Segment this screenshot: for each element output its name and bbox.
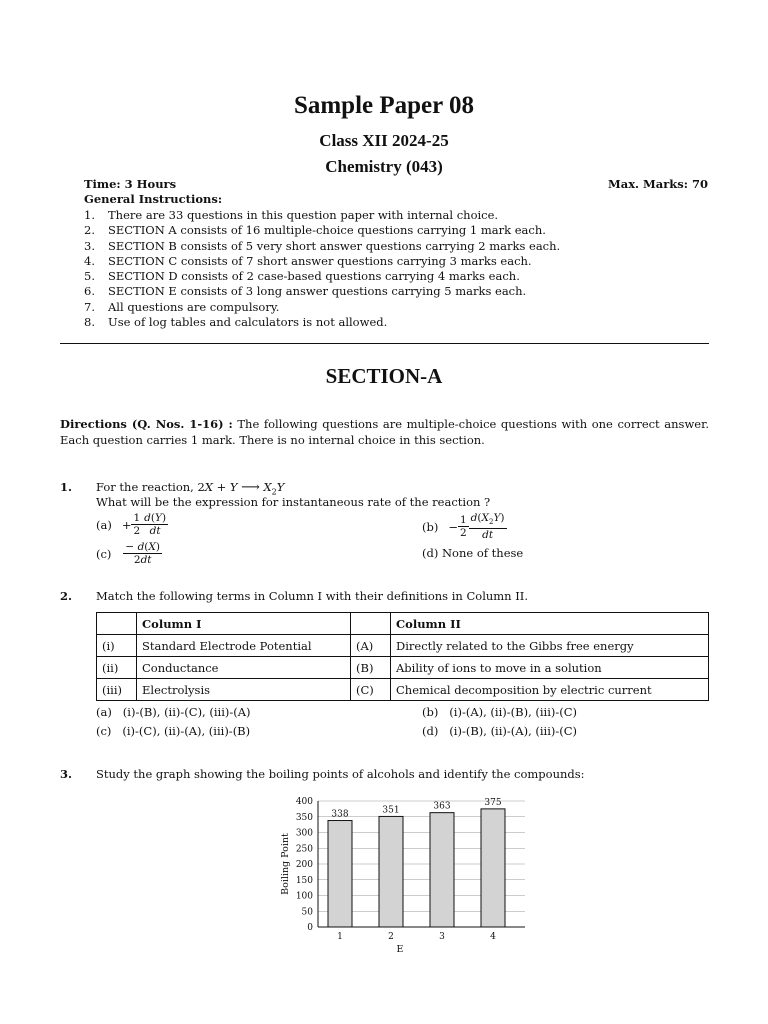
instruction-item: [84, 223, 714, 238]
q2-option-c: (c) (i)-(C), (ii)-(A), (iii)-(B): [96, 724, 251, 738]
row-key: (C): [351, 679, 391, 701]
subject-line: Chemistry (043): [325, 157, 443, 176]
y-tick-label: 200: [295, 860, 313, 870]
paper-title: Sample Paper 08: [293, 92, 475, 119]
directions: [60, 417, 709, 448]
row-key: (B): [351, 657, 391, 679]
x-tick-label: 3: [439, 932, 445, 942]
x-tick-label: 4: [490, 932, 496, 942]
y-tick-label: 0: [307, 923, 313, 933]
row-definition: Chemical decomposition by electric current: [391, 679, 709, 701]
general-instructions-heading: General Instructions:: [84, 192, 223, 206]
instruction-item: [84, 208, 714, 223]
column-1-header: Column I: [137, 613, 351, 635]
row-term: Conductance: [137, 657, 351, 679]
q1-option-a-label: (a): [96, 517, 112, 532]
instruction-item: [84, 315, 714, 330]
y-tick-label: 350: [295, 812, 313, 823]
row-definition: Ability of ions to move in a solution: [391, 657, 709, 679]
instruction-item: [84, 239, 714, 254]
q1-option-d: (d) None of these: [422, 546, 524, 560]
instruction-item: [84, 254, 714, 269]
divider: [60, 343, 709, 344]
table-row: [97, 679, 709, 701]
q3-number: 3.: [60, 767, 73, 781]
y-tick-label: 300: [295, 828, 313, 839]
instruction-text: There are 33 questions in this question paper with internal choice.: [108, 208, 499, 222]
instruction-item: [84, 300, 714, 315]
y-tick-label: 150: [295, 875, 313, 886]
boiling-point-chart: [270, 788, 540, 958]
q2-question: Match the following terms in Column I with their definitions in Column II.: [96, 589, 528, 603]
instruction-text: Use of log tables and calculators is not allowed.: [108, 315, 388, 330]
data-label: 375: [484, 797, 502, 808]
data-label: 351: [382, 805, 400, 816]
instruction-item: [84, 284, 714, 299]
instruction-number: 1.: [84, 208, 95, 222]
y-tick-label: 100: [295, 891, 313, 902]
instruction-number: 4.: [84, 253, 95, 268]
row-index: (iii): [97, 679, 137, 701]
instruction-number: 3.: [84, 238, 95, 253]
instruction-number: 6.: [84, 284, 95, 299]
directions-text: The following questions are multiple-choice questions with one correct answer. Each question carries 1 mark. There is no internal choice in this section.: [60, 417, 709, 447]
x-axis-label: E: [396, 944, 404, 955]
instruction-text: All questions are compulsory.: [108, 299, 280, 314]
y-tick-label: 50: [301, 907, 313, 918]
bar: [379, 816, 403, 927]
q1-question: What will be the expression for instantaneous rate of the reaction ?: [96, 495, 491, 509]
y-axis-label: Boiling Point: [280, 833, 291, 895]
instruction-text: SECTION A consists of 16 multiple-choice questions carrying 1 mark each.: [108, 223, 546, 238]
q2-number: 2.: [60, 589, 73, 603]
q2-option-d: (d) (i)-(B), (ii)-(A), (iii)-(C): [422, 724, 578, 738]
q1-option-c: (c) $\frac{- d(X)}{2dt}$: [96, 541, 160, 566]
max-marks-label: Max. Marks: 70: [608, 177, 708, 191]
x-tick-label: 1: [337, 932, 343, 942]
instruction-number: 8.: [84, 315, 95, 330]
instruction-number: 5.: [84, 269, 95, 284]
q3-question: Study the graph showing the boiling points of alcohols and identify the compounds:: [96, 767, 585, 781]
row-term: Standard Electrode Potential: [137, 635, 351, 657]
q1-option-c-label: (c): [96, 546, 112, 561]
table-header-row: [97, 613, 709, 635]
y-tick-label: 400: [295, 797, 313, 807]
column-2-header: Column II: [391, 613, 709, 635]
section-title: SECTION-A: [325, 364, 443, 388]
directions-label: Directions (Q. Nos. 1-16) :: [60, 417, 233, 431]
row-index: (i): [97, 635, 137, 657]
q1-number: 1.: [60, 480, 73, 494]
row-index: (ii): [97, 657, 137, 679]
table-row: [97, 657, 709, 679]
data-label: 338: [331, 809, 349, 820]
instruction-text: SECTION B consists of 5 very short answer questions carrying 2 marks each.: [108, 238, 561, 253]
instruction-text: SECTION E consists of 3 long answer questions carrying 5 marks each.: [108, 284, 527, 299]
instruction-text: SECTION D consists of 2 case-based questions carrying 4 marks each.: [108, 269, 520, 284]
row-definition: Directly related to the Gibbs free energy: [391, 635, 709, 657]
q2-option-a: (a) (i)-(B), (ii)-(C), (iii)-(A): [96, 705, 251, 719]
row-key: (A): [351, 635, 391, 657]
instructions-list: [84, 208, 714, 330]
q2-option-b: (b) (i)-(A), (ii)-(B), (iii)-(C): [422, 705, 578, 719]
instruction-number: 7.: [84, 299, 95, 314]
data-label: 363: [433, 801, 451, 812]
instruction-number: 2.: [84, 223, 95, 238]
bar: [328, 821, 352, 927]
header-blank-2: [351, 613, 391, 635]
class-line: Class XII 2024-25: [319, 131, 449, 150]
row-term: Electrolysis: [137, 679, 351, 701]
x-tick-label: 2: [388, 932, 394, 942]
bar: [430, 813, 454, 927]
q1-option-a: (a) + $\frac{1}{2}$ $\frac{d(Y)}{dt}$: [96, 512, 167, 537]
q1-reaction: For the reaction, 2X + Y ⟶ $X_2Y$: [96, 480, 285, 497]
match-table: [96, 612, 709, 701]
y-tick-label: 250: [295, 844, 313, 855]
time-label: Time: 3 Hours: [84, 177, 177, 191]
q1-option-b-label: (b): [422, 519, 439, 534]
q1-reaction-prefix: For the reaction, 2: [96, 480, 205, 494]
instruction-text: SECTION C consists of 7 short answer questions carrying 3 marks each.: [108, 253, 532, 268]
bar: [481, 809, 505, 927]
header-blank-1: [97, 613, 137, 635]
instruction-item: [84, 269, 714, 284]
q1-option-b: (b) − $\frac{1}{2}$ $\frac{d(X_2Y)}{dt}$: [422, 512, 505, 542]
table-row: [97, 635, 709, 657]
